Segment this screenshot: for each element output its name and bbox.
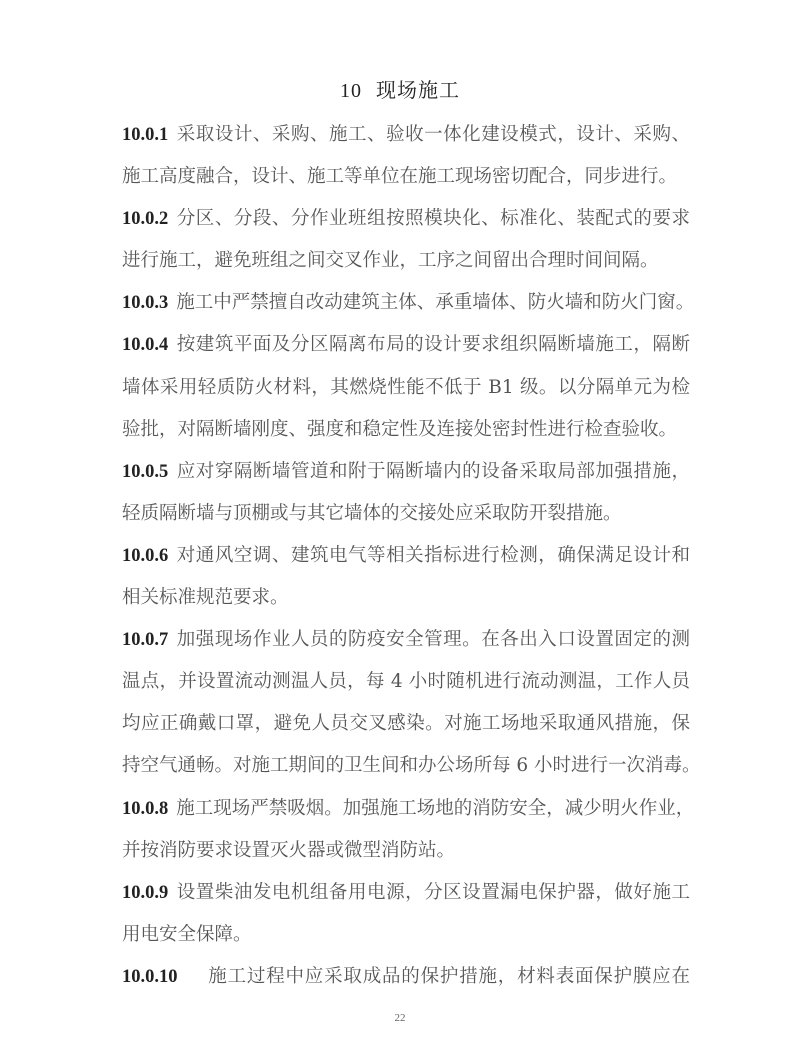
text-line bbox=[122, 619, 690, 661]
clause bbox=[122, 788, 695, 872]
clause-text: 分区、分段、分作业班组按照模块化、标准化、装配式的要求 bbox=[176, 208, 690, 230]
clause-text: 施工过程中应采取成品的保护措施，材料表面保护膜应在 bbox=[207, 965, 690, 987]
clause-text: 加强现场作业人员的防疫安全管理。在各出入口设置固定的测 bbox=[176, 629, 690, 651]
clause-text: 施工高度融合，设计、施工等单位在施工现场密切配合，同步进行。 bbox=[122, 166, 678, 188]
clause-text: 用电安全保障。 bbox=[122, 923, 252, 945]
text-line bbox=[122, 156, 690, 198]
text-line bbox=[122, 830, 690, 872]
clause-number: 10.0.9 bbox=[122, 882, 169, 903]
text-line bbox=[122, 240, 690, 282]
clause-text: 采取设计、采购、施工、验收一体化建设模式，设计、采购、 bbox=[176, 124, 690, 145]
text-line bbox=[122, 198, 690, 240]
clause-text: 施工中严禁擅自改动建筑主体、承重墙体、防火墙和防火门窗。 bbox=[176, 292, 695, 314]
clause-text: 施工现场严禁吸烟。加强施工场地的消防安全，减少明火作业， bbox=[176, 797, 695, 819]
clause-number: 10.0.4 bbox=[122, 335, 169, 356]
clause-text: 轻质隔断墙与顶棚或与其它墙体的交接处应采取防开裂措施。 bbox=[122, 502, 622, 524]
clause bbox=[122, 535, 690, 619]
clause-number: 10.0.8 bbox=[122, 798, 169, 819]
text-line bbox=[122, 324, 690, 366]
clause-text: 均应正确戴口罩，避免人员交叉感染。对施工场地采取通风措施，保 bbox=[122, 713, 690, 735]
clause-number: 10.0.5 bbox=[122, 461, 169, 482]
text-line bbox=[122, 451, 690, 493]
clause-text: 相关标准规范要求。 bbox=[122, 587, 289, 609]
clause bbox=[122, 114, 690, 198]
clause-text: 设置柴油发电机组备用电源，分区设置漏电保护器，做好施工 bbox=[176, 881, 690, 903]
clause bbox=[122, 619, 701, 787]
document-body bbox=[122, 114, 701, 998]
section-number: 10 bbox=[340, 80, 362, 102]
text-line bbox=[122, 914, 690, 956]
clause bbox=[122, 324, 690, 450]
text-line bbox=[122, 872, 690, 914]
clause-text: 按建筑平面及分区隔离布局的设计要求组织隔断墙施工，隔断 bbox=[176, 334, 690, 356]
clause-number: 10.0.6 bbox=[122, 545, 169, 566]
clause-number: 10.0.10 bbox=[122, 966, 178, 987]
clause-text: 墙体采用轻质防火材料，其燃烧性能不低于 B1 级。以分隔单元为检 bbox=[122, 376, 690, 398]
text-line bbox=[122, 788, 695, 830]
text-line bbox=[122, 535, 690, 577]
clause-text: 持空气通畅。对施工期间的卫生间和办公场所每 6 小时进行一次消毒。 bbox=[122, 755, 701, 777]
text-line bbox=[122, 282, 695, 324]
clause-text: 验批，对隔断墙刚度、强度和稳定性及连接处密封性进行检查验收。 bbox=[122, 418, 678, 440]
clause-text: 对通风空调、建筑电气等相关指标进行检测，确保满足设计和 bbox=[176, 544, 690, 566]
clause-text: 并按消防要求设置灭火器或微型消防站。 bbox=[122, 839, 456, 861]
clause bbox=[122, 956, 690, 998]
clause bbox=[122, 451, 690, 535]
clause-number: 10.0.2 bbox=[122, 209, 169, 230]
clause-text: 进行施工，避免班组之间交叉作业，工序之间留出合理时间间隔。 bbox=[122, 250, 659, 272]
text-line bbox=[122, 703, 690, 745]
clause bbox=[122, 198, 690, 282]
text-line bbox=[122, 956, 690, 998]
section-title-text: 现场施工 bbox=[376, 78, 460, 102]
clause-text: 温点，并设置流动测温人员，每 4 小时随机进行流动测温，工作人员 bbox=[122, 671, 690, 693]
text-line bbox=[122, 409, 690, 451]
text-line bbox=[122, 661, 690, 703]
text-line bbox=[122, 493, 690, 535]
text-line bbox=[122, 114, 690, 156]
text-line bbox=[122, 367, 690, 409]
clause-number: 10.0.3 bbox=[122, 293, 169, 314]
section-title bbox=[0, 74, 800, 103]
page-number: 22 bbox=[394, 1012, 406, 1024]
clause-number: 10.0.1 bbox=[122, 125, 169, 145]
clause-text: 应对穿隔断墙管道和附于隔断墙内的设备采取局部加强措施， bbox=[176, 460, 690, 482]
clause-number: 10.0.7 bbox=[122, 630, 169, 651]
text-line bbox=[122, 745, 701, 787]
clause bbox=[122, 282, 695, 324]
text-line bbox=[122, 577, 690, 619]
clause bbox=[122, 872, 690, 956]
